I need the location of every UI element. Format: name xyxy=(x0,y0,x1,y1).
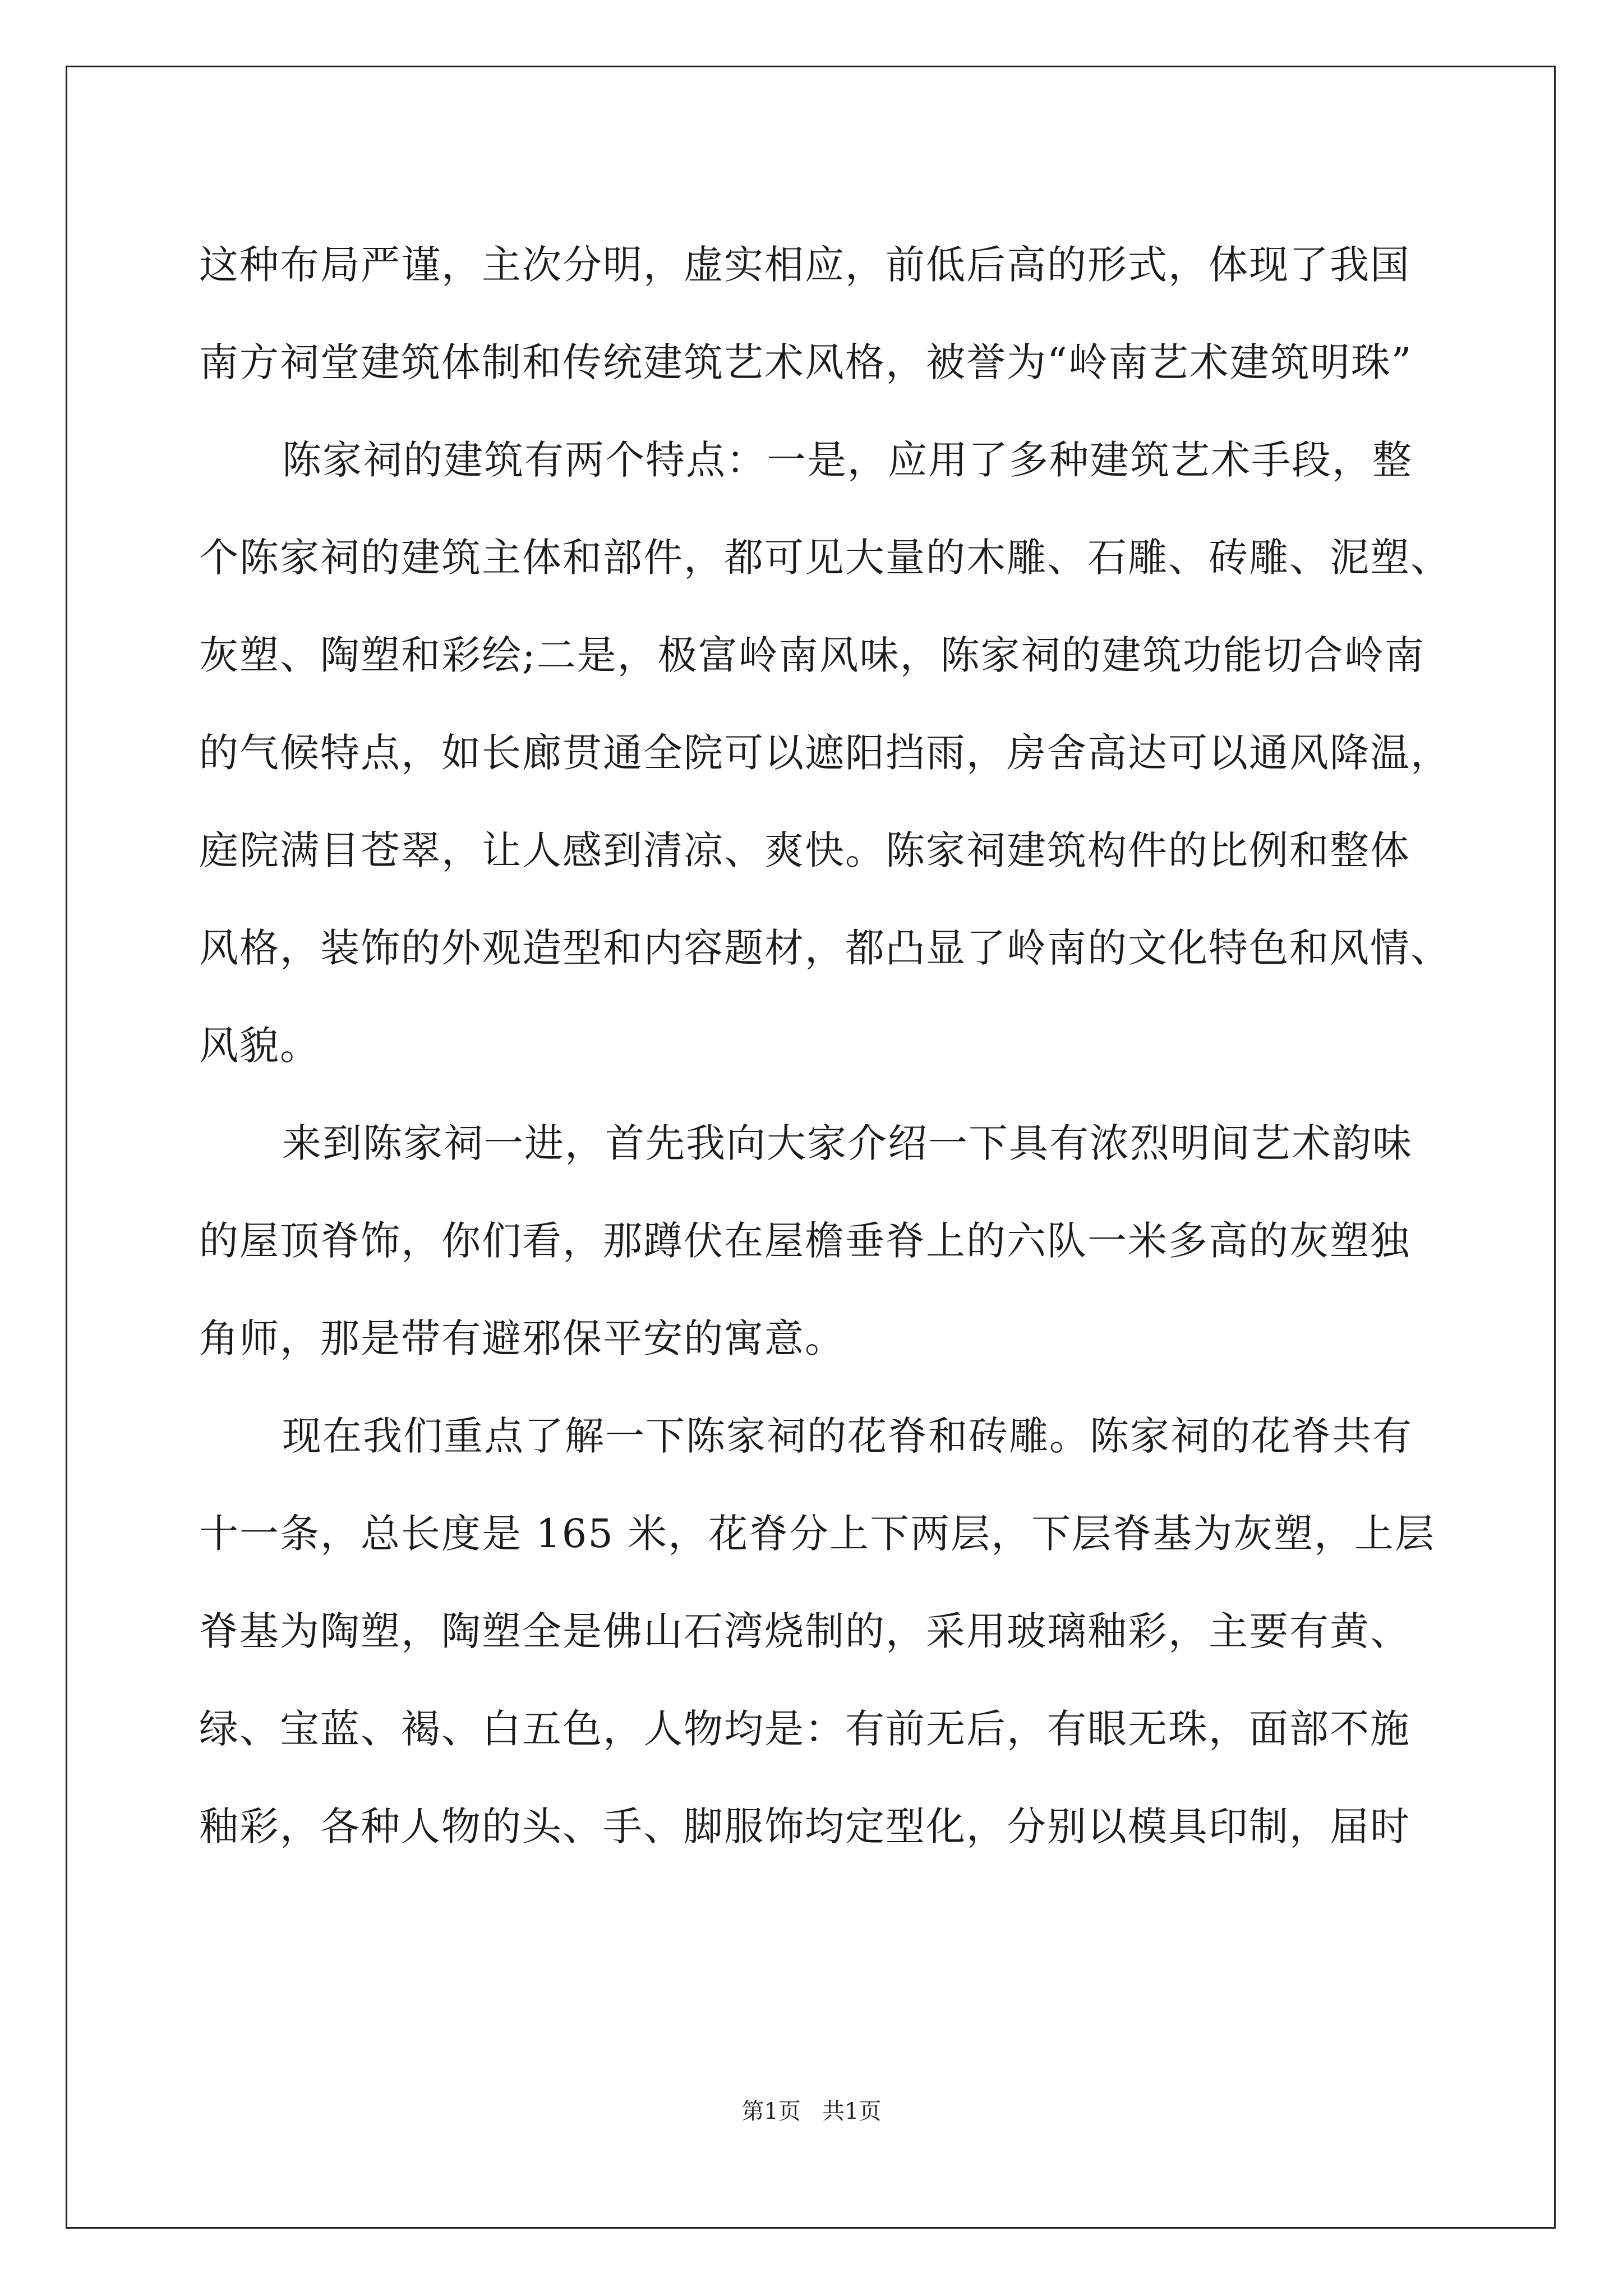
text-line: 这种布局严谨，主次分明，虚实相应，前低后高的形式，体现了我国 xyxy=(199,242,1410,288)
text-line: 角师，那是带有避邪保平安的寓意。 xyxy=(199,1315,845,1361)
text-line: 南方祠堂建筑体制和传统建筑艺术风格，被誉为“岭南艺术建筑明珠” xyxy=(199,339,1413,385)
text-line: 灰塑、陶塑和彩绘;二是，极富岭南风味，陈家祠的建筑功能切合岭南 xyxy=(199,632,1425,678)
text-line: 十一条，总长度是 165 米，花脊分上下两层，下层脊基为灰塑，上层 xyxy=(199,1511,1436,1557)
text-line: 绿、宝蓝、褐、白五色，人物均是：有前无后，有眼无珠，面部不施 xyxy=(199,1706,1410,1752)
text-line: 庭院满目苍翠，让人感到清凉、爽快。陈家祠建筑构件的比例和整体 xyxy=(199,827,1410,873)
text-line: 釉彩，各种人物的头、手、脚服饰均定型化，分别以模具印制，届时 xyxy=(199,1803,1410,1849)
text-line: 的屋顶脊饰，你们看，那蹲伏在屋檐垂脊上的六队一米多高的灰塑独 xyxy=(199,1218,1410,1264)
page-footer: 第1页 共1页 xyxy=(741,2099,882,2124)
text-line: 来到陈家祠一进，首先我向大家介绍一下具有浓烈明间艺术韵味 xyxy=(282,1120,1413,1166)
text-line: 个陈家祠的建筑主体和部件，都可见大量的木雕、石雕、砖雕、泥塑、 xyxy=(199,535,1451,581)
text-line: 脊基为陶塑，陶塑全是佛山石湾烧制的，采用玻璃釉彩，主要有黄、 xyxy=(199,1608,1410,1654)
text-line: 风格，装饰的外观造型和内容题材，都凸显了岭南的文化特色和风情、 xyxy=(199,925,1451,971)
document-body xyxy=(199,216,1451,1875)
text-line: 现在我们重点了解一下陈家祠的花脊和砖雕。陈家祠的花脊共有 xyxy=(282,1413,1413,1459)
text-line: 风貌。 xyxy=(199,1023,320,1069)
text-line: 陈家祠的建筑有两个特点：一是，应用了多种建筑艺术手段，整 xyxy=(282,437,1413,483)
text-line: 的气候特点，如长廊贯通全院可以遮阳挡雨，房舍高达可以通风降温， xyxy=(199,730,1451,776)
